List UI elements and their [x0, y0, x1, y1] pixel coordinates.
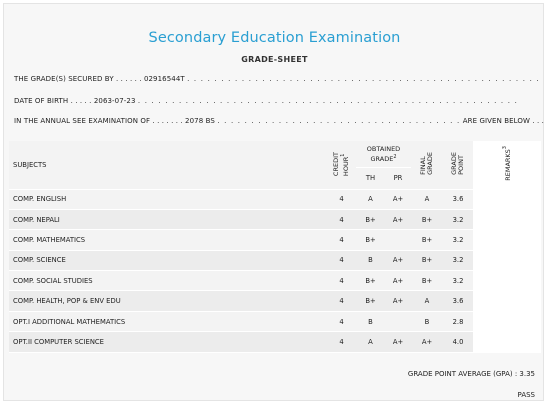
- final-grade-cell: A: [411, 189, 443, 209]
- remarks-header: REMARKS$^3$: [473, 141, 541, 189]
- th-grade-cell: B: [356, 250, 385, 270]
- pr-grade-cell: A+: [385, 271, 411, 291]
- pr-grade-cell: A+: [385, 189, 411, 209]
- credit-cell: 4: [327, 209, 356, 229]
- grade-point-cell: 2.8: [443, 311, 473, 331]
- grades-table: [9, 141, 541, 353]
- dob-label: DATE OF BIRTH . . . . .: [14, 97, 92, 105]
- remarks-cell: [473, 291, 541, 311]
- pr-grade-cell: [385, 230, 411, 250]
- table-row: [9, 332, 541, 352]
- subject-cell: OPT.I ADDITIONAL MATHEMATICS: [9, 311, 327, 331]
- final-grade-cell: B+: [411, 250, 443, 270]
- credit-cell: 4: [327, 230, 356, 250]
- grade-point-cell: 3.6: [443, 189, 473, 209]
- remarks-cell: [473, 230, 541, 250]
- final-grade-header: FINAL GRADE: [411, 141, 443, 189]
- final-grade-cell: B+: [411, 209, 443, 229]
- th-grade-cell: A: [356, 189, 385, 209]
- th-grade-cell: A: [356, 332, 385, 352]
- remarks-cell: [473, 189, 541, 209]
- table-row: [9, 230, 541, 250]
- final-grade-cell: B+: [411, 271, 443, 291]
- grade-point-cell: 3.6: [443, 291, 473, 311]
- th-grade-cell: B+: [356, 291, 385, 311]
- grade-point-cell: 3.2: [443, 209, 473, 229]
- gpa-summary: [408, 370, 535, 378]
- dob-line: [14, 97, 518, 105]
- grade-point-cell: 3.2: [443, 230, 473, 250]
- grade-point-cell: 3.2: [443, 250, 473, 270]
- subjects-header: SUBJECTS: [9, 141, 327, 189]
- table-row: [9, 209, 541, 229]
- table-row: [9, 311, 541, 331]
- subject-cell: COMP. HEALTH, POP & ENV EDU: [9, 291, 327, 311]
- exam-tail: ARE GIVEN BELOW . . .: [462, 117, 544, 125]
- grade-sheet-subtitle: GRADE-SHEET: [241, 55, 308, 64]
- remarks-cell: [473, 209, 541, 229]
- table-row: [9, 291, 541, 311]
- exam-year: 2078 BS: [185, 117, 215, 125]
- final-grade-cell: B: [411, 311, 443, 331]
- credit-cell: 4: [327, 291, 356, 311]
- th-grade-cell: B+: [356, 271, 385, 291]
- pr-grade-cell: [385, 311, 411, 331]
- th-header: TH: [356, 167, 385, 189]
- credit-cell: 4: [327, 271, 356, 291]
- subject-cell: COMP. NEPALI: [9, 209, 327, 229]
- grade-sheet: [3, 3, 544, 401]
- pr-grade-cell: A+: [385, 332, 411, 352]
- table-row: [9, 189, 541, 209]
- credit-cell: 4: [327, 189, 356, 209]
- remarks-cell: [473, 311, 541, 331]
- table-row: [9, 250, 541, 270]
- gpa-value: 3.35: [519, 370, 535, 378]
- symbol-number: 02916544T: [143, 75, 185, 83]
- subject-cell: COMP. MATHEMATICS: [9, 230, 327, 250]
- grade-point-cell: 4.0: [443, 332, 473, 352]
- remarks-cell: [473, 271, 541, 291]
- remarks-cell: [473, 250, 541, 270]
- th-grade-cell: B+: [356, 209, 385, 229]
- exam-line: [14, 117, 544, 125]
- credit-hour-header: CREDIT HOUR$^1$: [327, 141, 356, 189]
- subject-cell: COMP. ENGLISH: [9, 189, 327, 209]
- th-grade-cell: B+: [356, 230, 385, 250]
- remarks-cell: [473, 332, 541, 352]
- pr-header: PR: [385, 167, 411, 189]
- final-grade-cell: A+: [411, 332, 443, 352]
- pr-grade-cell: A+: [385, 250, 411, 270]
- dob-dots: . . . . . . . . . . . . . . . . . . . . . . . . . . . . . . . . . . . . . . . . . . . . . . . . . . . . . . . .: [137, 97, 519, 105]
- credit-cell: 4: [327, 332, 356, 352]
- gpa-label: GRADE POINT AVERAGE (GPA) :: [407, 370, 518, 378]
- result-status: PASS: [517, 391, 535, 399]
- page-title: Secondary Education Examination: [148, 30, 401, 46]
- symbol-label: THE GRADE(S) SECURED BY . . . . . .: [14, 75, 142, 83]
- obtained-grade-header: OBTAINED GRADE$^2$: [356, 141, 411, 167]
- symbol-number-line: [14, 75, 540, 83]
- credit-cell: 4: [327, 311, 356, 331]
- table-row: [9, 271, 541, 291]
- dob-value: 2063-07-23: [93, 97, 136, 105]
- final-grade-cell: B+: [411, 230, 443, 250]
- exam-dots: . . . . . . . . . . . . . . . . . . . . . . . . . . . . . . . . . . . .: [217, 117, 461, 125]
- subject-cell: COMP. SCIENCE: [9, 250, 327, 270]
- th-grade-cell: B: [356, 311, 385, 331]
- pr-grade-cell: A+: [385, 209, 411, 229]
- exam-label: IN THE ANNUAL SEE EXAMINATION OF . . . . . . .: [14, 117, 183, 125]
- symbol-dots: . . . . . . . . . . . . . . . . . . . . . . . . . . . . . . . . . . . . . . . . . . . . . . . . . . . .: [187, 75, 540, 83]
- subject-cell: COMP. SOCIAL STUDIES: [9, 271, 327, 291]
- grade-point-cell: 3.2: [443, 271, 473, 291]
- pr-grade-cell: A+: [385, 291, 411, 311]
- subject-cell: OPT.II COMPUTER SCIENCE: [9, 332, 327, 352]
- credit-cell: 4: [327, 250, 356, 270]
- final-grade-cell: A: [411, 291, 443, 311]
- grade-point-header: GRADE POINT: [443, 141, 473, 189]
